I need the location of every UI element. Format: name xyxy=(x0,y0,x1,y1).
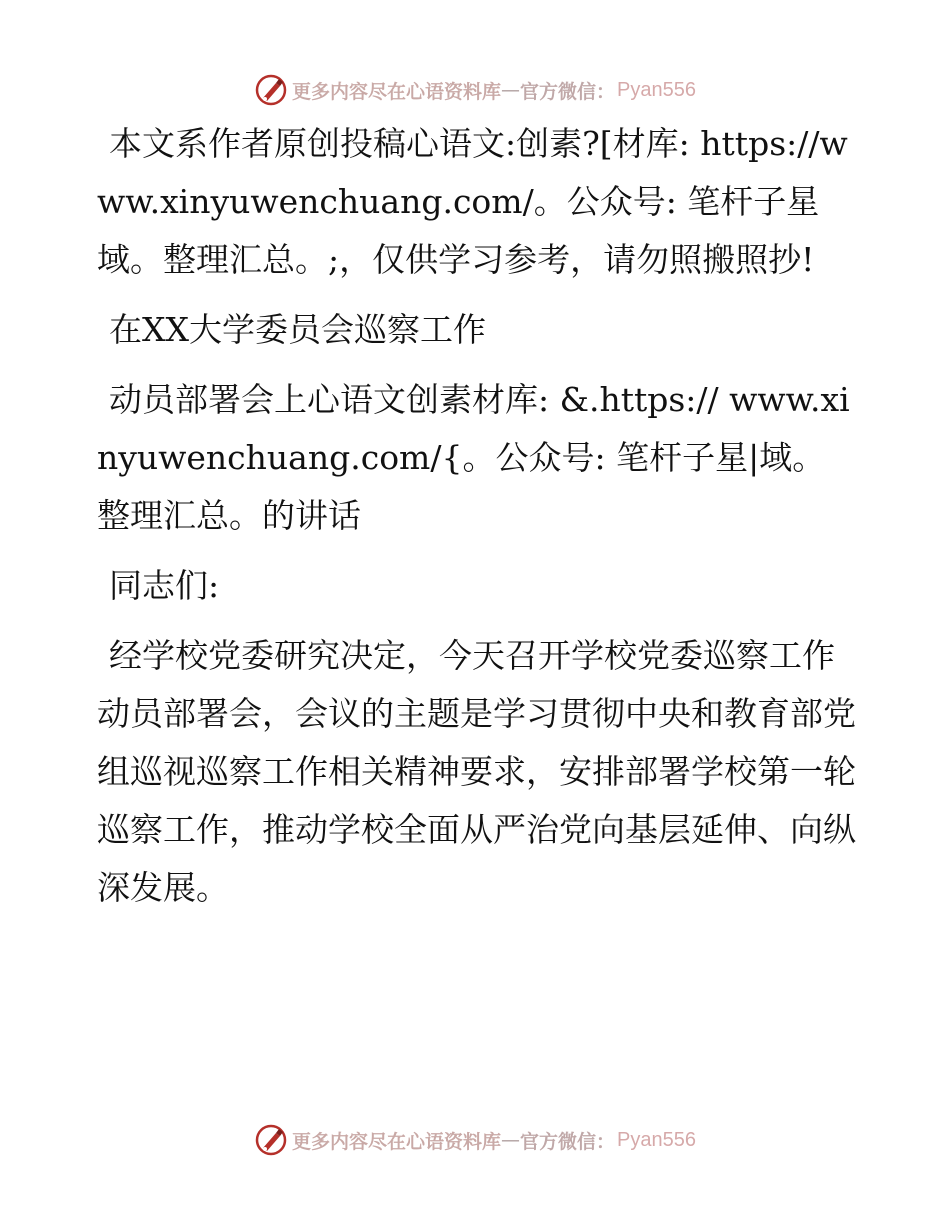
body-paragraph: 经学校党委研究决定，今天召开学校党委巡察工作动员部署会，会议的主题是学习贯彻中央和教育部党组巡视巡察工作相关精神要求，安排部署学校第一轮巡察工作，推动学校全面从严治党向基层延伸、向纵深发展。 xyxy=(97,636,856,907)
document-body xyxy=(97,115,857,929)
watermark-separator: — xyxy=(501,79,521,101)
copyright-notice: 本文系作者原创投稿心语文:创素?[材库: https://www.xinyuwenchuang.com/。公众号: 笔杆子星域。整理汇总。;，仅供学习参考，请勿照搬照抄! xyxy=(97,124,848,279)
pen-logo-icon xyxy=(254,1123,288,1157)
watermark-wechat-label: 官方微信： xyxy=(520,1130,616,1153)
salutation: 同志们: xyxy=(109,566,220,605)
speech-title-line-1: 在XX大学委员会巡察工作 xyxy=(109,310,486,349)
header-watermark-banner xyxy=(0,70,950,110)
pen-logo-icon xyxy=(254,73,288,107)
watermark-wechat-id: Pyan556 xyxy=(617,1128,696,1151)
watermark-wechat-id: Pyan556 xyxy=(617,78,696,101)
speech-title-line-2: 动员部署会上心语文创素材库: &.https:// www.xinyuwenchuang.com/{。公众号: 笔杆子星|域。整理汇总。的讲话 xyxy=(97,380,850,535)
watermark-separator: — xyxy=(501,1129,521,1151)
watermark-wechat-label: 官方微信： xyxy=(520,80,616,103)
watermark-slogan: 更多内容尽在心语资料库 xyxy=(292,1130,502,1153)
footer-watermark-banner xyxy=(0,1120,950,1160)
watermark-slogan: 更多内容尽在心语资料库 xyxy=(292,80,502,103)
